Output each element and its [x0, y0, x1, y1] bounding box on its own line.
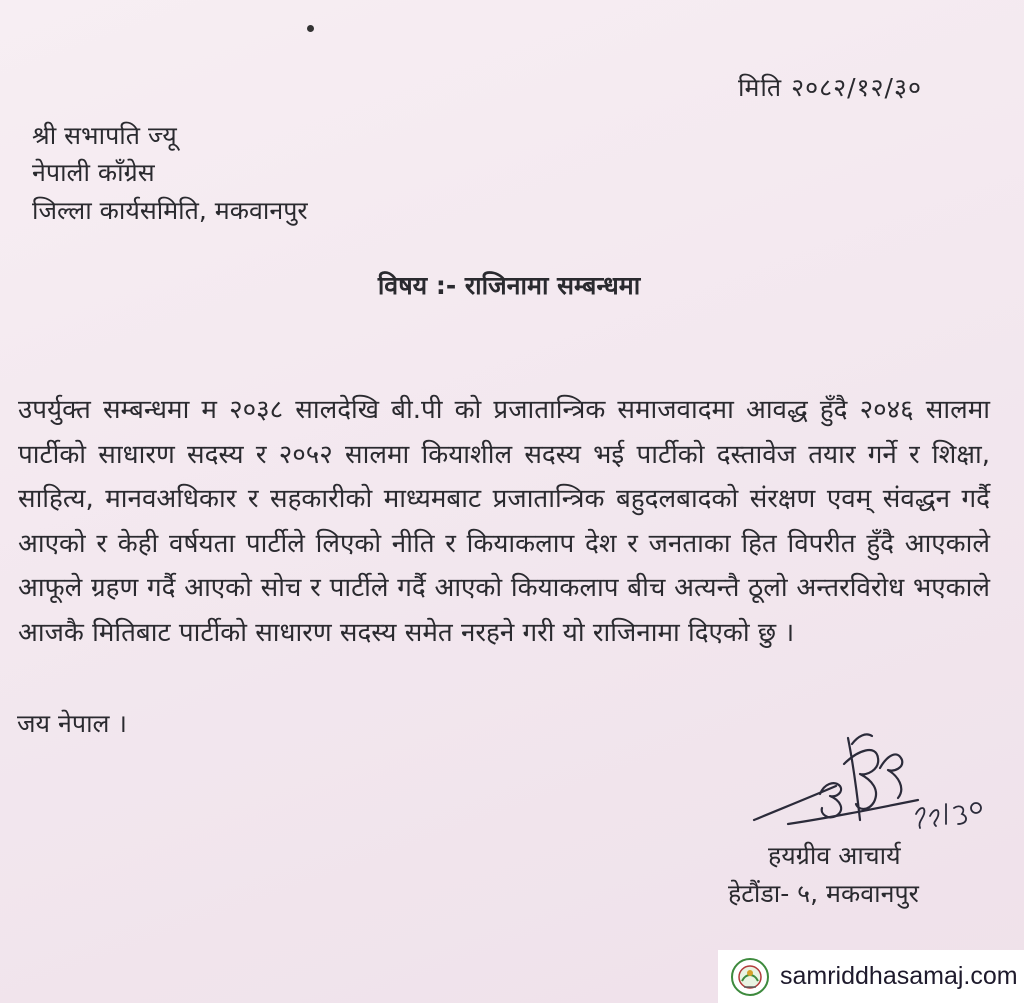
letter-body: उपर्युक्त सम्बन्धमा म २०३८ सालदेखि बी.पी को प्रजातान्त्रिक समाजवादमा आवद्ध हुँदै २०४६ सालमा पार्टीको साधारण सदस्य र २०५२ सालमा कियाशील सदस्य भई पार्टीको दस्तावेज तयार गर्ने र शिक्षा, साहित्य, मानवअधिकार र सहकारीको माध्यमबाट प्रजातान्त्रिक बहुदलबादको संरक्षण एवम् संवद्धन गर्दै आएको र केही वर्षयता पार्टीले लिएको नीति र कियाकलाप देश र जनताका हित विपरीत हुँदै आएकाले आफूले ग्रहण गर्दै आएको सोच र पार्टीले गर्दै आएको कियाकलाप बीच अत्यन्तै ठूलो अन्तरविरोध भएकाले आजकै मितिबाट पार्टीको साधारण सदस्य समेत नरहने गरी यो राजिनामा दिएको छु ।: [18, 395, 990, 648]
samriddha-samaj-logo-icon: [730, 957, 770, 997]
letter-closing: जय नेपाल ।: [17, 709, 127, 738]
letter-subject: विषय :- राजिनामा सम्बन्धमा: [377, 271, 641, 300]
recipient-title: श्री सभापति ज्यू: [32, 121, 177, 150]
handwritten-signature: [748, 724, 988, 842]
paper-speck: [307, 25, 314, 32]
signer-address: हेटौंडा- ५, मकवानपुर: [728, 879, 919, 908]
recipient-committee: जिल्ला कार्यसमिति, मकवानपुर: [32, 196, 308, 225]
recipient-organization: नेपाली काँग्रेस: [32, 158, 155, 187]
signer-name: हयग्रीव आचार्य: [768, 841, 901, 870]
watermark-url: samriddhasamaj.com: [780, 962, 1018, 990]
letter-date: मिति २०८२/१२/३०: [738, 73, 922, 102]
website-watermark: [718, 950, 1024, 1003]
